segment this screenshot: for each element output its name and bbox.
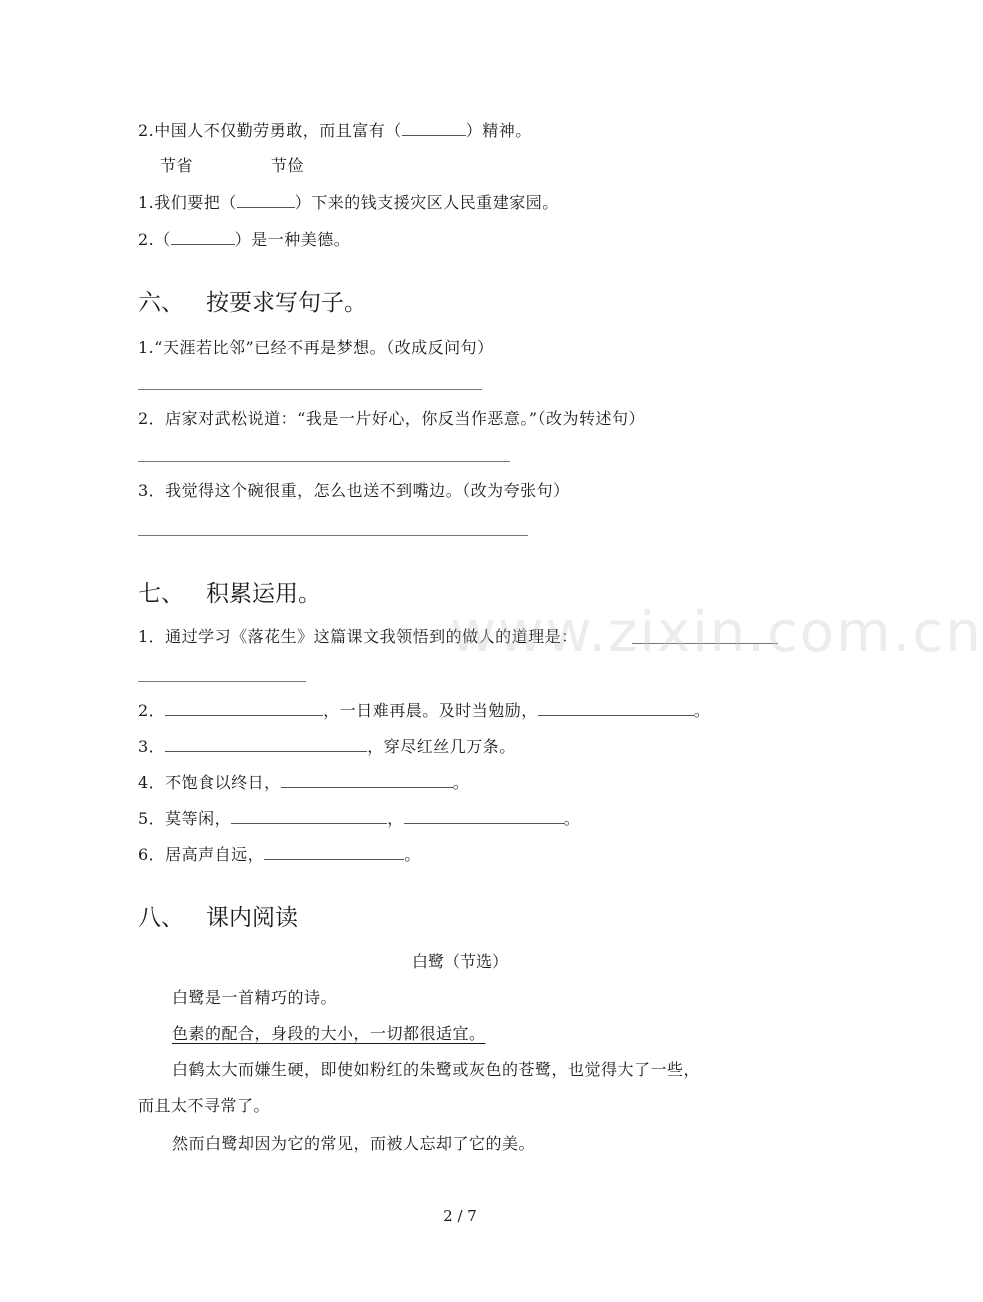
question-line: 3．我觉得这个碗很重，怎么也送不到嘴边。（改为夸张句） xyxy=(138,481,570,500)
passage-paragraph: 白鹭是一首精巧的诗。 xyxy=(172,988,338,1007)
section-number: 七、 xyxy=(138,581,184,607)
question-number: 2． xyxy=(138,701,166,720)
question-text-end: 。 xyxy=(404,845,421,864)
passage-title: 白鹭（节选） xyxy=(411,952,508,971)
answer-blank[interactable] xyxy=(402,119,466,136)
section-number: 八、 xyxy=(138,905,184,931)
question-line xyxy=(138,807,580,830)
section-title: 课内阅读 xyxy=(206,905,298,931)
question-text: 1.我们要把（ xyxy=(138,193,237,212)
watermark: www.zixin.com.cn xyxy=(450,600,983,665)
word-choice-line xyxy=(160,155,304,177)
answer-line[interactable] xyxy=(138,461,510,462)
question-text: ，一日难再晨。及时当勉励， xyxy=(323,701,538,720)
question-text-end: ）下来的钱支援灾区人民重建家园。 xyxy=(294,193,559,212)
question-text: ，穿尽红丝几万条。 xyxy=(367,737,516,756)
question-line xyxy=(138,228,350,251)
question-text: 5．莫等闲， xyxy=(138,809,232,828)
page-number: 2 / 7 xyxy=(443,1207,477,1225)
question-line xyxy=(138,699,710,722)
question-text-end: 。 xyxy=(452,773,470,792)
answer-line[interactable] xyxy=(138,681,306,682)
answer-blank[interactable] xyxy=(165,735,367,752)
question-line: 1.“天涯若比邻”已经不再是梦想。（改成反问句） xyxy=(138,338,494,357)
question-text: 1．通过学习《落花生》这篇课文我领悟到的做人的道理是： xyxy=(138,627,578,646)
section-title: 按要求写句子。 xyxy=(206,290,367,316)
question-number: 3． xyxy=(138,737,166,756)
section-heading xyxy=(138,288,367,318)
question-line xyxy=(138,771,469,794)
section-heading xyxy=(138,903,298,933)
word-choice: 节俭 xyxy=(271,156,305,175)
answer-blank[interactable] xyxy=(404,807,564,824)
passage-paragraph: 白鹤太大而嫌生硬，即使如粉红的朱鹭或灰色的苍鹭，也觉得大了一些， xyxy=(172,1060,701,1079)
question-line: 2．店家对武松说道：“我是一片好心，你反当作恶意。”（改为转述句） xyxy=(138,409,646,428)
section-number: 六、 xyxy=(138,290,184,316)
answer-line[interactable] xyxy=(138,389,482,390)
question-text: 2.（ xyxy=(138,230,171,249)
question-text: ， xyxy=(387,809,404,828)
question-text-end: 。 xyxy=(693,701,711,720)
question-text: 6．居高声自远， xyxy=(138,845,265,864)
answer-line[interactable] xyxy=(138,535,528,536)
answer-blank[interactable] xyxy=(171,228,235,245)
word-choice: 节省 xyxy=(160,156,194,175)
passage-paragraph-underlined: 色素的配合，身段的大小，一切都很适宜。 xyxy=(172,1024,486,1043)
answer-blank[interactable] xyxy=(165,699,323,716)
question-line xyxy=(138,191,559,214)
question-line xyxy=(138,735,516,758)
question-text-end: ）是一种美德。 xyxy=(234,230,351,249)
section-heading xyxy=(138,579,321,609)
section-title: 积累运用。 xyxy=(206,581,321,607)
answer-blank[interactable] xyxy=(281,771,453,788)
question-text-end: ）精神。 xyxy=(465,121,532,140)
passage-paragraph: 然而白鹭却因为它的常见，而被人忘却了它的美。 xyxy=(172,1134,536,1153)
passage-paragraph-continued: 而且太不寻常了。 xyxy=(138,1096,271,1115)
answer-blank[interactable] xyxy=(538,699,694,716)
question-line xyxy=(138,843,421,866)
answer-blank[interactable] xyxy=(264,843,404,860)
question-line xyxy=(138,119,532,142)
answer-blank[interactable] xyxy=(231,807,387,824)
question-text: 4．不饱食以终日， xyxy=(138,773,281,792)
question-text-end: 。 xyxy=(563,809,581,828)
question-text: 2.中国人不仅勤劳勇敢，而且富有（ xyxy=(138,121,402,140)
answer-blank[interactable] xyxy=(237,191,295,208)
